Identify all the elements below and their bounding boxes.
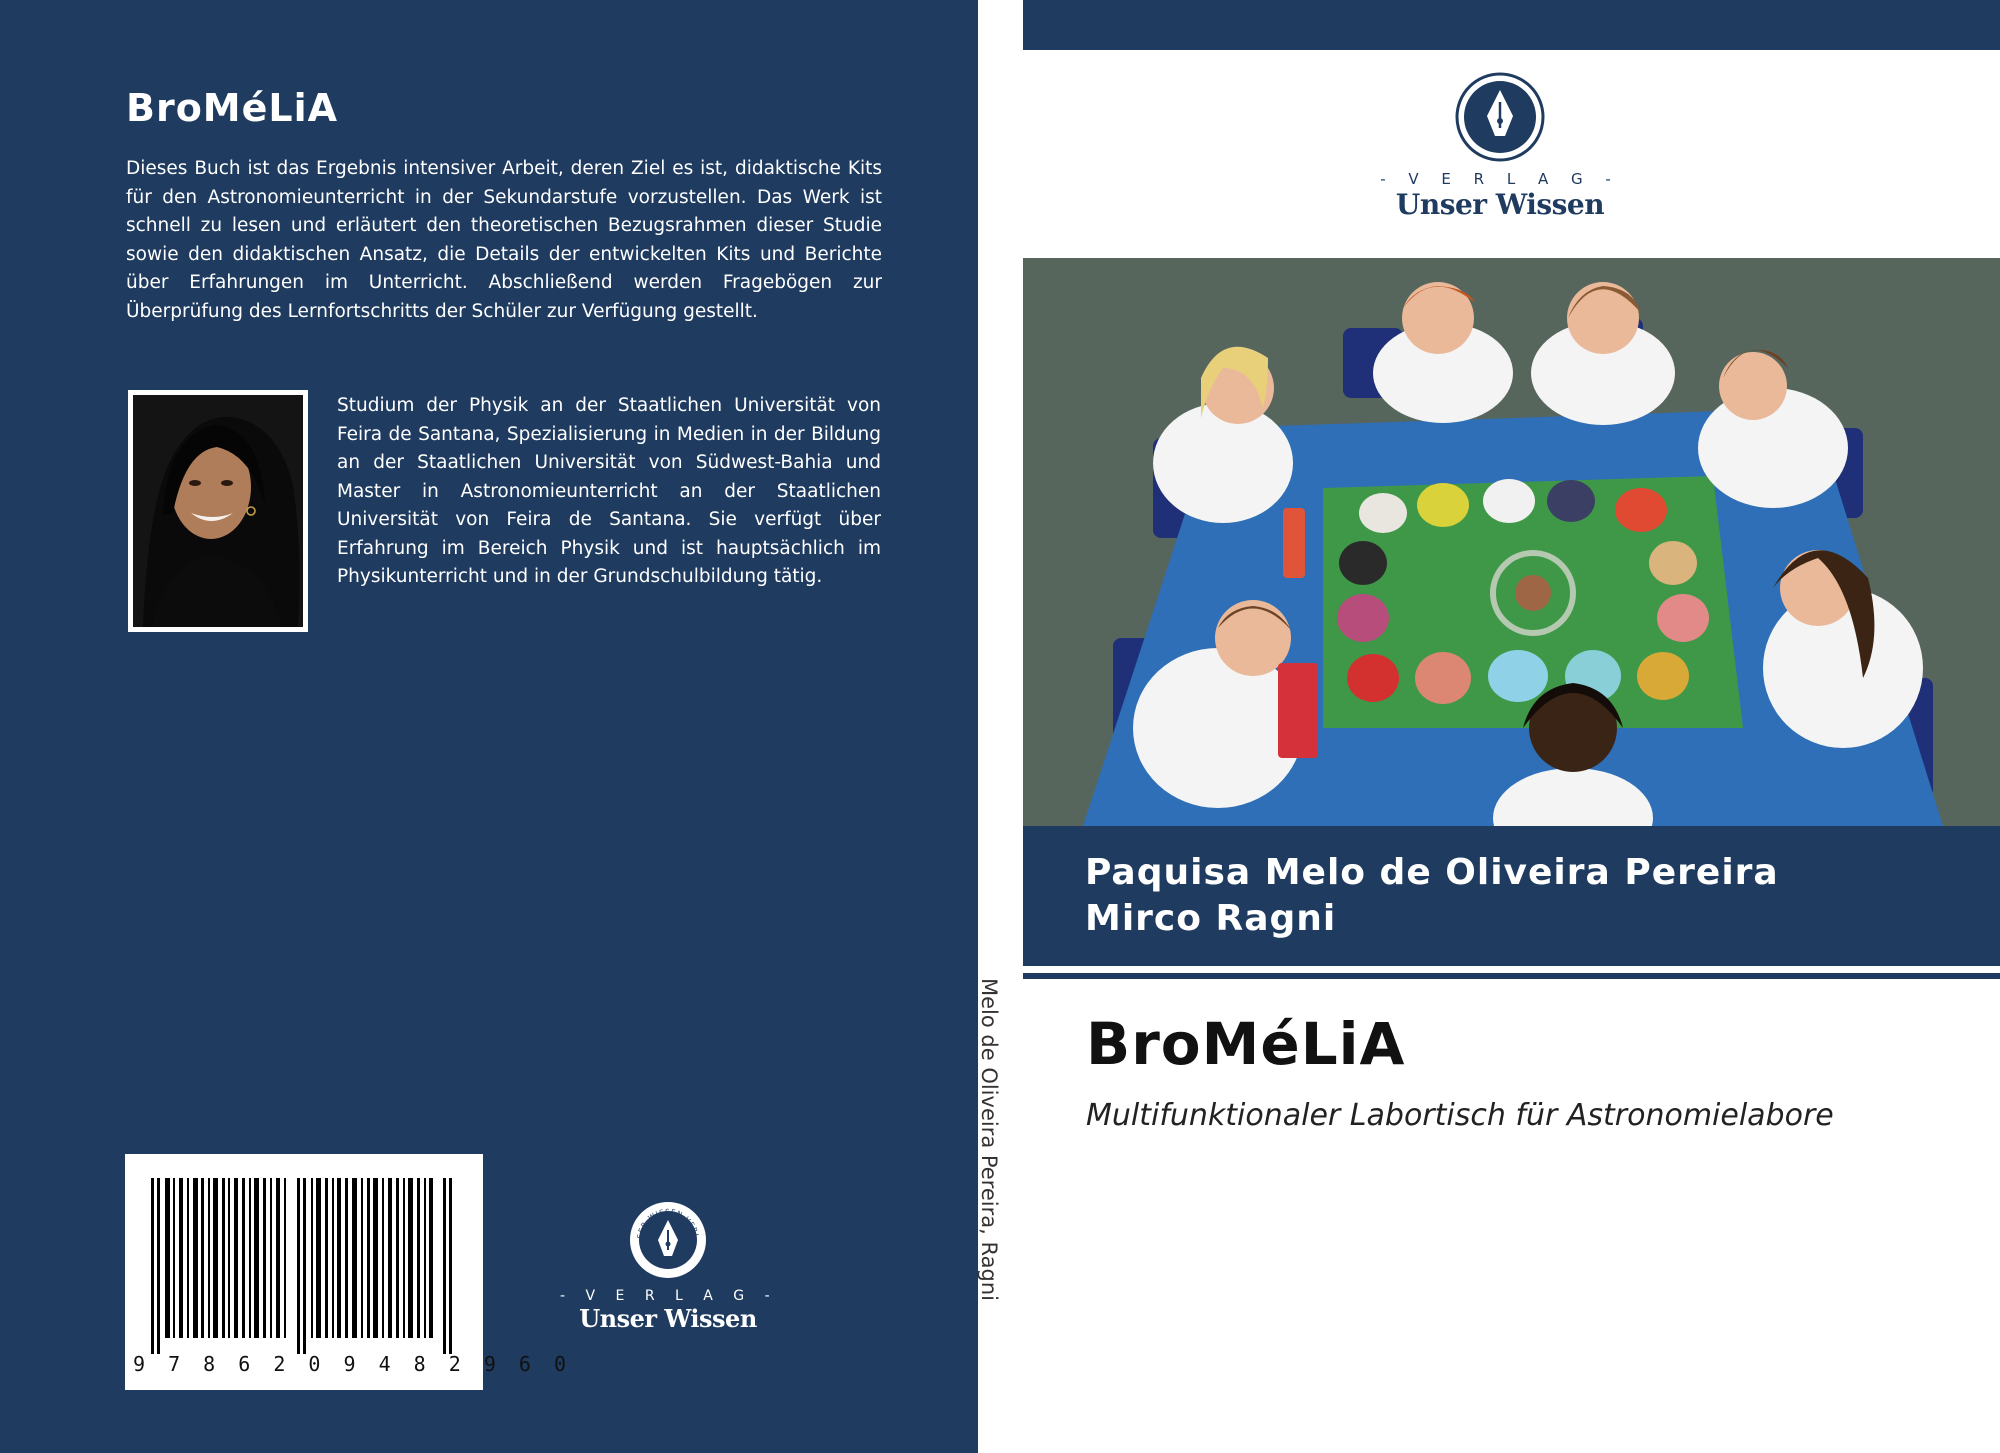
author-band — [1023, 826, 2000, 966]
spine-text: Melo de Oliveira Pereira, Ragni — [977, 978, 1001, 1301]
back-cover-title: BroMéLiA — [126, 86, 339, 130]
back-cover-blurb: Dieses Buch ist das Ergebnis intensiver Arbeit, deren Ziel es ist, didaktische Kits für den Astronomieunterricht in der Sekundarstufe vorzustellen. Das Werk ist schnell zu lesen und erläutert den theoretischen Bezugsrahmen dieser Studie sowie den didaktischen Ansatz, die Details der entwickelten Kits und Berichte über Erfahrungen im Unterricht. Abschließend werden Fragebögen zur Überprüfung des Lernfortschritts der Schüler zur Verfügung gestellt. — [126, 158, 882, 322]
front-cover-title: BroMéLiA — [1086, 1010, 1406, 1078]
publisher-name-back: Unser Wissen — [579, 1304, 757, 1333]
author-name-2: Mirco Ragni — [1085, 898, 1337, 939]
author-portrait-image — [133, 395, 303, 627]
front-cover-subtitle: Multifunktionaler Labortisch für Astronomielabore — [1086, 1098, 1834, 1133]
isbn-barcode — [125, 1154, 572, 1390]
author-name-1: Paquisa Melo de Oliveira Pereira — [1085, 852, 1779, 893]
seal-text: SER WISSEN VERL — [635, 1207, 701, 1240]
fountain-pen-nib-seal-icon — [1455, 72, 1545, 162]
front-cover-top-band — [1023, 0, 2000, 50]
barcode-bars — [139, 1178, 469, 1354]
title-divider — [1023, 973, 2000, 979]
author-photo — [128, 390, 308, 632]
cover-photo — [1023, 258, 2000, 826]
publisher-logo-front — [1370, 72, 1630, 221]
author-bio: Studium der Physik an der Staatlichen Universität von Feira de Santana, Spezialisierung in Medien in der Bildung an der Staatlichen Universität von Südwest-Bahia und Master in Astronomieunterricht an der Staatlichen Universität von Feira de Santana. Sie verfügt über Erfahrung im Bereich Physik und ist hauptsächlich im Physikunterricht und in der Grundschulbildung tätig. — [337, 395, 881, 587]
publisher-verlag-label-back: - V E R L A G - — [560, 1288, 778, 1304]
publisher-verlag-label-front: - V E R L A G - — [1380, 170, 1620, 188]
back-cover — [0, 0, 978, 1453]
publisher-logo-back — [560, 1200, 776, 1333]
isbn-digits: 9 7 8 6 2 0 9 4 8 2 9 6 0 — [133, 1352, 572, 1376]
fountain-pen-nib-seal-icon — [628, 1200, 708, 1280]
children-painting-table-image — [1023, 258, 2000, 826]
publisher-name-front: Unser Wissen — [1395, 188, 1605, 221]
